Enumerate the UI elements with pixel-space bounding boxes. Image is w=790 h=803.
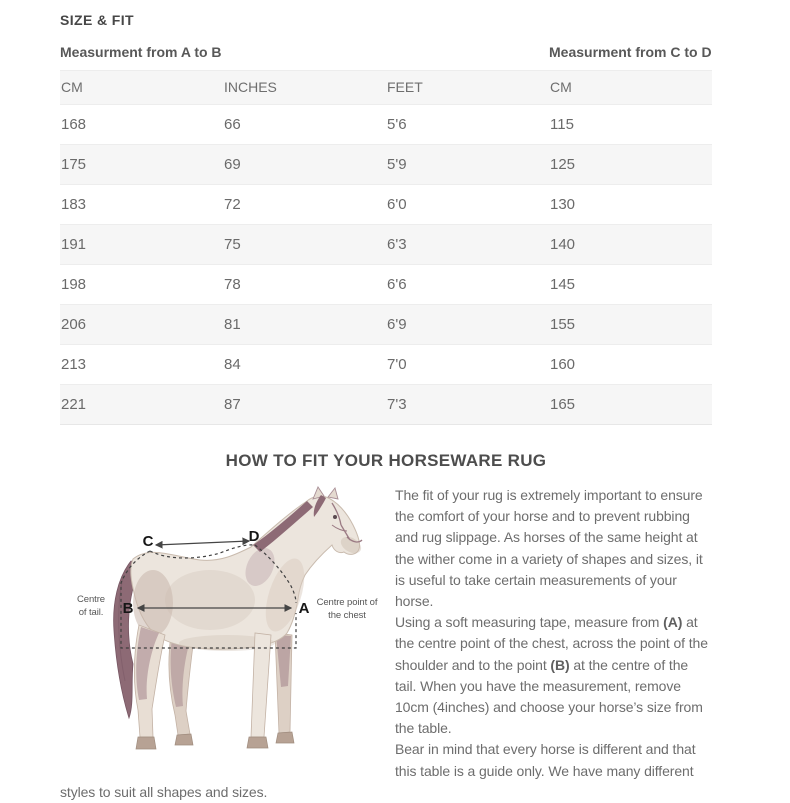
- table-cell: 221: [60, 385, 223, 425]
- table-cell: 6'0: [386, 185, 549, 225]
- size-fit-table: [60, 38, 712, 425]
- diagram-label-d: D: [248, 528, 260, 545]
- tail-caption-line-2: of tail.: [78, 607, 104, 618]
- table-cell: 7'0: [386, 345, 549, 385]
- table-row: [60, 265, 712, 305]
- table-cell: 165: [549, 385, 712, 425]
- group-header-c-to-d: Measurment from C to D: [549, 44, 712, 60]
- fit-paragraph-3: Bear in mind that every horse is different and that this table is a guide only. We have many different styles to suit all shapes and sizes.: [60, 741, 696, 800]
- table-group-header-row: [60, 38, 712, 71]
- table-cell: 75: [223, 225, 386, 265]
- point-a-reference: (A): [663, 614, 683, 631]
- column-header-cm: CM: [60, 71, 223, 105]
- fit-paragraph-2-text: at the centre of the tail. When you have the measurement, remove 10cm (4inches) and choose your horse’s size from the table.: [395, 656, 703, 737]
- page-content: [60, 0, 712, 803]
- column-header-feet: FEET: [386, 71, 549, 105]
- table-row: [60, 305, 712, 345]
- table-cell: 175: [60, 145, 223, 185]
- table-cell: 6'3: [386, 225, 549, 265]
- table-row: [60, 145, 712, 185]
- table-cell: 213: [60, 345, 223, 385]
- diagram-label-b: B: [122, 600, 134, 617]
- table-column-header-row: [60, 71, 712, 105]
- table-cell: 125: [549, 145, 712, 185]
- table-cell: 78: [223, 265, 386, 305]
- table-cell: 130: [549, 185, 712, 225]
- table-cell: 206: [60, 305, 223, 345]
- column-header-inches: INCHES: [223, 71, 386, 105]
- chest-caption-line-2: the chest: [328, 610, 366, 621]
- table-cell: 191: [60, 225, 223, 265]
- chest-caption-line-1: Centre point of: [316, 597, 378, 608]
- horse-diagram-illustration: [55, 485, 392, 777]
- measure-arrow-c-d: [156, 541, 249, 545]
- fit-paragraph-1: The fit of your rug is extremely important to ensure the comfort of your horse and to prevent rubbing and rug slippage. As horses of the same height at the wither come in a variety of shapes and sizes, it is useful to take certain measurements of your horse.: [395, 487, 703, 610]
- group-header-a-to-b: Measurment from A to B: [60, 44, 222, 60]
- table-cell: 5'9: [386, 145, 549, 185]
- diagram-label-a: A: [298, 600, 310, 617]
- table-cell: 6'6: [386, 265, 549, 305]
- section-title: SIZE & FIT: [60, 12, 134, 28]
- point-b-reference: (B): [550, 656, 570, 673]
- table-cell: 81: [223, 305, 386, 345]
- table-cell: 66: [223, 105, 386, 145]
- fit-paragraph-2-text: at the centre point of the chest, across the point of the shoulder and to the point: [395, 614, 708, 673]
- table-cell: 87: [223, 385, 386, 425]
- table-cell: 198: [60, 265, 223, 305]
- table-cell: 155: [549, 305, 712, 345]
- table-cell: 72: [223, 185, 386, 225]
- table-row: [60, 345, 712, 385]
- table-cell: 84: [223, 345, 386, 385]
- fit-paragraph-2-text: Using a soft measuring tape, measure from: [395, 614, 664, 631]
- table-row: [60, 105, 712, 145]
- table-row: [60, 385, 712, 425]
- table-cell: 69: [223, 145, 386, 185]
- table-cell: 183: [60, 185, 223, 225]
- fit-guide-body: [60, 485, 712, 803]
- table-row: [60, 185, 712, 225]
- table-cell: 168: [60, 105, 223, 145]
- table-cell: 5'6: [386, 105, 549, 145]
- table-cell: 160: [549, 345, 712, 385]
- tail-caption-line-1: Centre: [77, 594, 105, 605]
- fit-guide-heading: HOW TO FIT YOUR HORSEWARE RUG: [225, 451, 547, 470]
- table-cell: 115: [549, 105, 712, 145]
- diagram-label-c: C: [142, 533, 154, 550]
- horse-measurement-diagram: [55, 485, 392, 777]
- table-cell: 140: [549, 225, 712, 265]
- column-header-cm-2: CM: [549, 71, 712, 105]
- table-cell: 7'3: [386, 385, 549, 425]
- table-cell: 145: [549, 265, 712, 305]
- table-row: [60, 225, 712, 265]
- table-cell: 6'9: [386, 305, 549, 345]
